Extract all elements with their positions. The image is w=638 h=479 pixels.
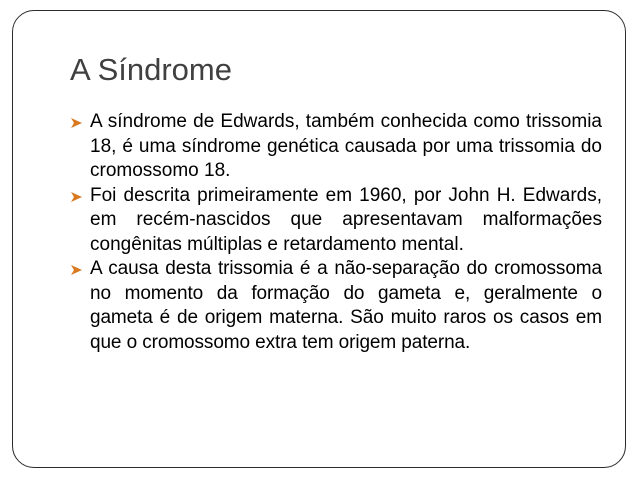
bullet-item bbox=[70, 184, 602, 258]
bullet-item bbox=[70, 110, 602, 184]
orange-wedge-bullet-icon bbox=[70, 191, 83, 203]
orange-wedge-bullet-icon bbox=[70, 117, 83, 129]
bullet-text: A síndrome de Edwards, também conhecida como trissomia 18, é uma síndrome genética causada por uma trissomia do cromossomo 18. bbox=[90, 111, 602, 181]
bullet-item bbox=[70, 257, 602, 355]
slide-title: A Síndrome bbox=[70, 52, 232, 87]
bullet-list bbox=[70, 110, 602, 355]
bullet-text: Foi descrita primeiramente em 1960, por John H. Edwards, em recém-nascidos que apresentavam malformações congênitas múltiplas e retardamento mental. bbox=[90, 184, 602, 255]
bullet-text: A causa desta trissomia é a não-separação do cromossoma no momento da formação do gameta e, geralmente o gameta é de origem materna. São muito raros os casos em que o cromossomo extra tem origem paterna. bbox=[90, 258, 602, 353]
orange-wedge-bullet-icon bbox=[70, 264, 83, 276]
